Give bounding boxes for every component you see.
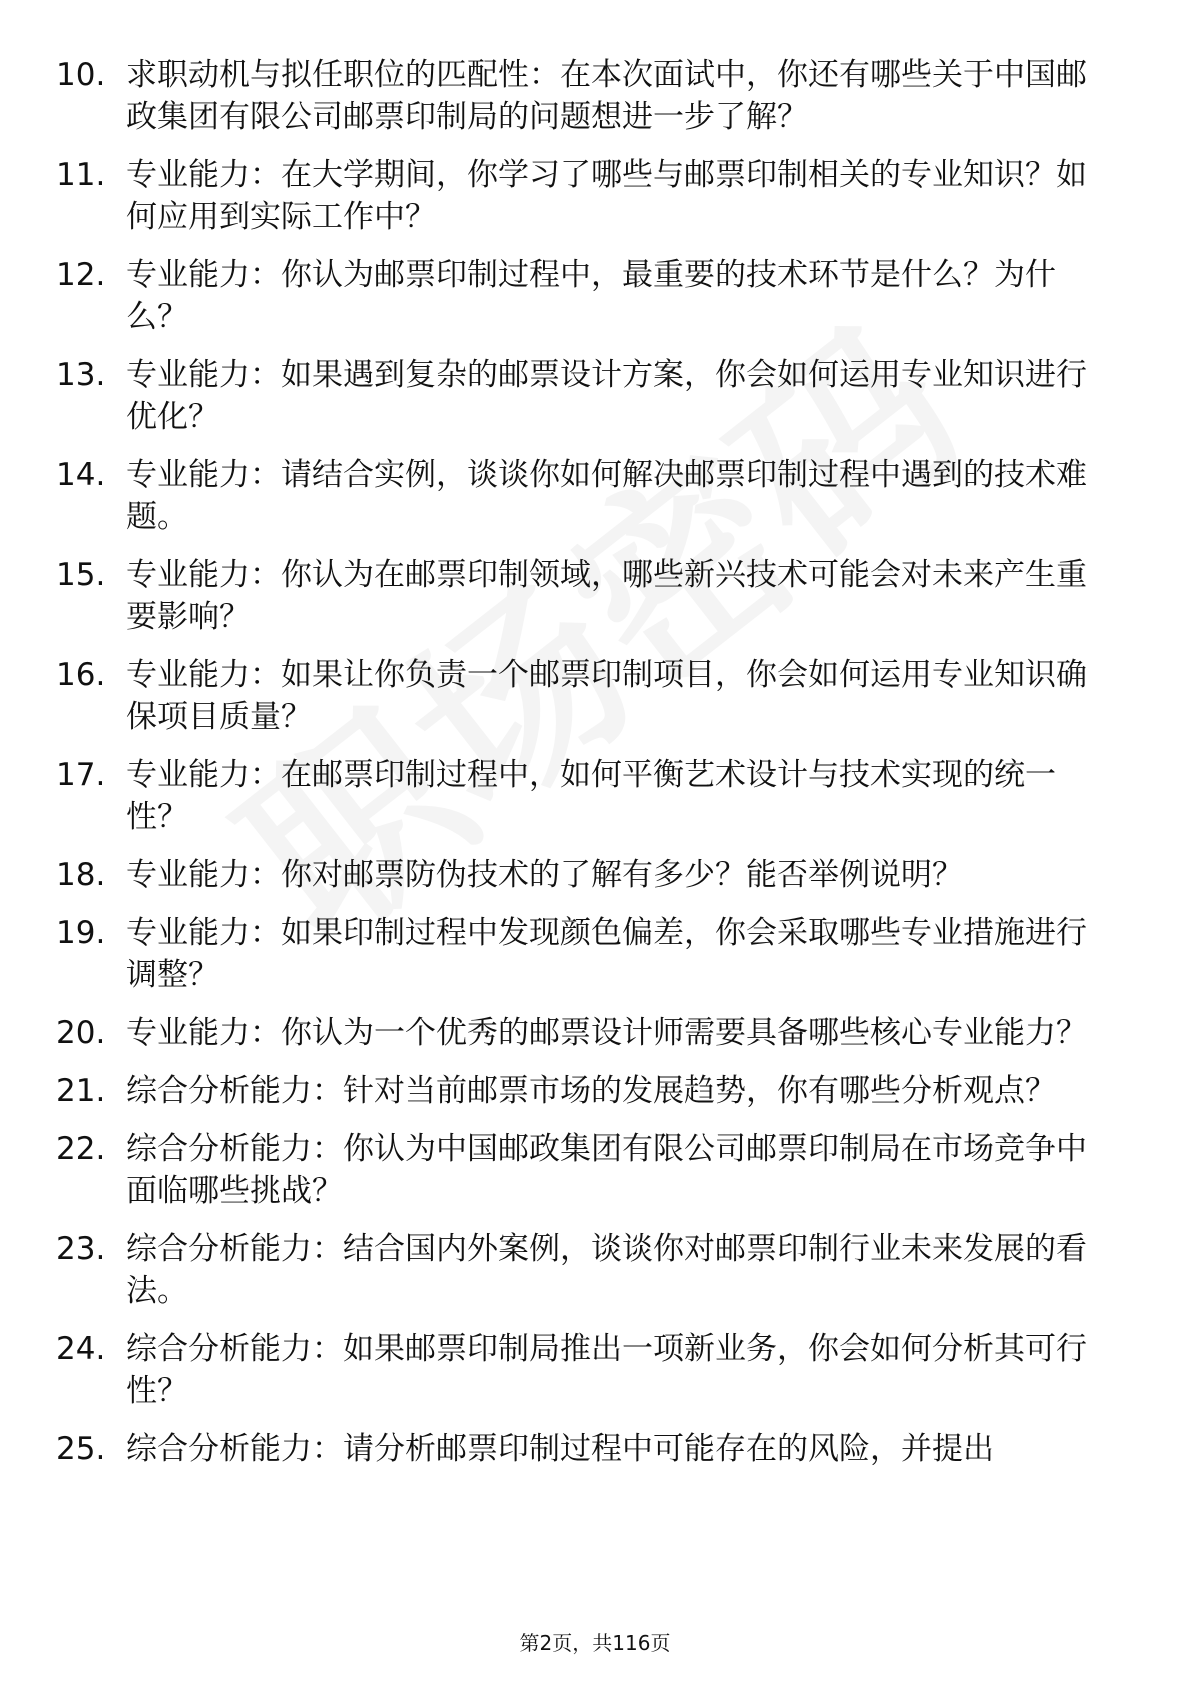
question-text: 专业能力：请结合实例，谈谈你如何解决邮票印制过程中遇到的技术难题。 bbox=[126, 457, 1087, 535]
question-text: 专业能力：你认为在邮票印制领域，哪些新兴技术可能会对未来产生重要影响？ bbox=[126, 557, 1087, 635]
list-item bbox=[56, 1070, 1116, 1112]
list-item bbox=[56, 912, 1116, 996]
question-text: 综合分析能力：请分析邮票印制过程中可能存在的风险，并提出 bbox=[126, 1431, 994, 1467]
question-text: 综合分析能力：结合国内外案例，谈谈你对邮票印制行业未来发展的看法。 bbox=[126, 1231, 1087, 1309]
list-item bbox=[56, 854, 1116, 896]
question-text: 专业能力：你对邮票防伪技术的了解有多少？能否举例说明？ bbox=[126, 857, 963, 893]
list-item bbox=[56, 654, 1116, 738]
question-text: 专业能力：如果遇到复杂的邮票设计方案，你会如何运用专业知识进行优化？ bbox=[126, 357, 1087, 435]
question-number: 25. bbox=[56, 1431, 106, 1467]
list-item bbox=[56, 154, 1116, 238]
question-number: 10. bbox=[56, 57, 106, 93]
question-text: 综合分析能力：如果邮票印制局推出一项新业务，你会如何分析其可行性？ bbox=[126, 1331, 1087, 1409]
question-number: 16. bbox=[56, 657, 106, 693]
question-number: 19. bbox=[56, 915, 106, 951]
question-number: 15. bbox=[56, 557, 106, 593]
list-item bbox=[56, 454, 1116, 538]
question-number: 11. bbox=[56, 157, 106, 193]
list-item bbox=[56, 1328, 1116, 1412]
question-text: 专业能力：如果印制过程中发现颜色偏差，你会采取哪些专业措施进行调整？ bbox=[126, 915, 1087, 993]
question-number: 23. bbox=[56, 1231, 106, 1267]
page-footer bbox=[0, 1627, 1190, 1656]
question-text: 综合分析能力：你认为中国邮政集团有限公司邮票印制局在市场竞争中面临哪些挑战？ bbox=[126, 1131, 1087, 1209]
question-number: 17. bbox=[56, 757, 106, 793]
question-number: 14. bbox=[56, 457, 106, 493]
question-list bbox=[56, 54, 1116, 1486]
question-text: 综合分析能力：针对当前邮票市场的发展趋势，你有哪些分析观点？ bbox=[126, 1073, 1056, 1109]
list-item bbox=[56, 1012, 1116, 1054]
question-number: 20. bbox=[56, 1015, 106, 1051]
question-number: 13. bbox=[56, 357, 106, 393]
question-number: 18. bbox=[56, 857, 106, 893]
question-text: 专业能力：你认为邮票印制过程中，最重要的技术环节是什么？为什么？ bbox=[126, 257, 1056, 335]
question-text: 专业能力：如果让你负责一个邮票印制项目，你会如何运用专业知识确保项目质量？ bbox=[126, 657, 1087, 735]
question-text: 求职动机与拟任职位的匹配性：在本次面试中，你还有哪些关于中国邮政集团有限公司邮票印制局的问题想进一步了解？ bbox=[126, 57, 1087, 135]
list-item bbox=[56, 1428, 1116, 1470]
list-item bbox=[56, 354, 1116, 438]
question-number: 12. bbox=[56, 257, 106, 293]
question-text: 专业能力：你认为一个优秀的邮票设计师需要具备哪些核心专业能力？ bbox=[126, 1015, 1087, 1051]
list-item bbox=[56, 754, 1116, 838]
question-number: 22. bbox=[56, 1131, 106, 1167]
question-text: 专业能力：在邮票印制过程中，如何平衡艺术设计与技术实现的统一性？ bbox=[126, 757, 1056, 835]
question-number: 21. bbox=[56, 1073, 106, 1109]
list-item bbox=[56, 1228, 1116, 1312]
question-number: 24. bbox=[56, 1331, 106, 1367]
list-item bbox=[56, 554, 1116, 638]
list-item bbox=[56, 254, 1116, 338]
question-text: 专业能力：在大学期间，你学习了哪些与邮票印制相关的专业知识？如何应用到实际工作中？ bbox=[126, 157, 1087, 235]
list-item bbox=[56, 1128, 1116, 1212]
page-number-label: 第2页，共116页 bbox=[519, 1631, 671, 1655]
list-item bbox=[56, 54, 1116, 138]
